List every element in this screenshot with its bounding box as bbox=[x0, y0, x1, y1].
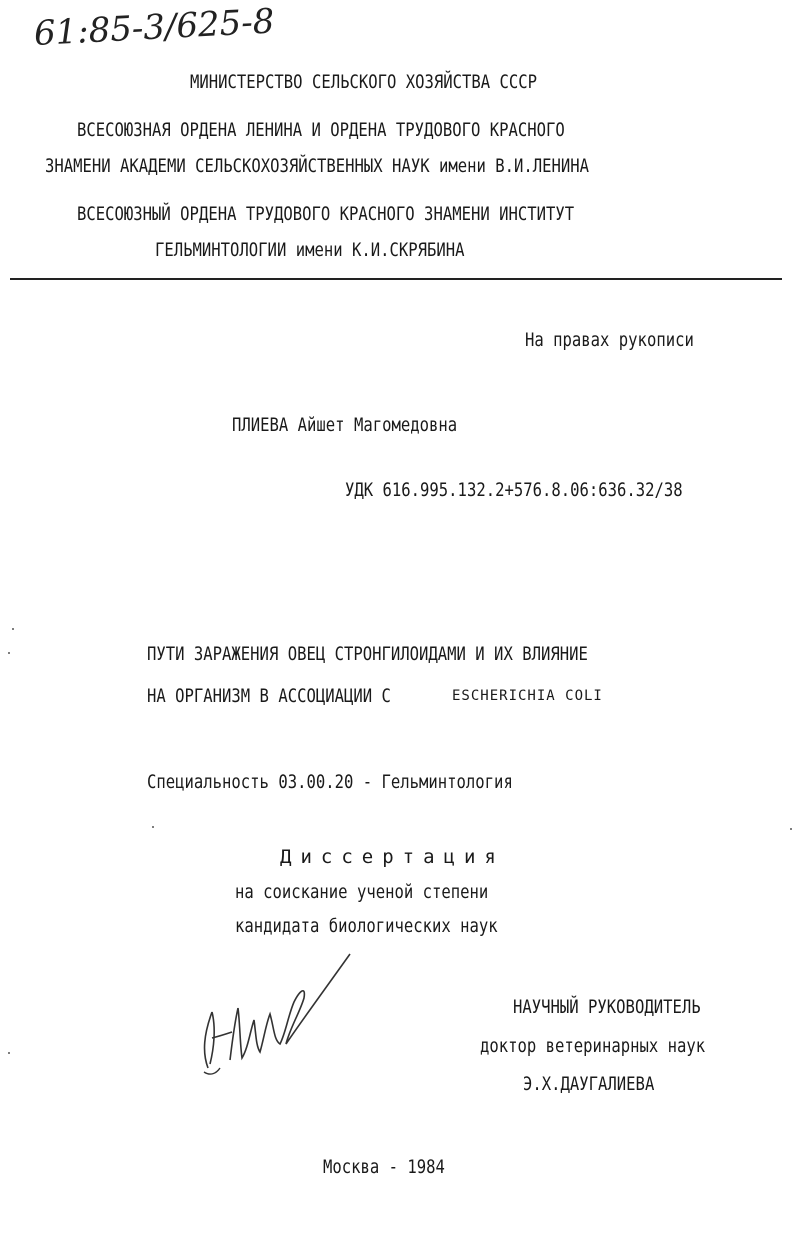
udc-code: УДК 616.995.132.2+576.8.06:636.32/38 bbox=[345, 479, 683, 501]
dissertation-word: Диссертация bbox=[280, 846, 505, 868]
supervisor-role: НАУЧНЫЙ РУКОВОДИТЕЛЬ bbox=[513, 996, 701, 1018]
scan-speck bbox=[152, 826, 154, 828]
academy-heading-line1: ВСЕСОЮЗНАЯ ОРДЕНА ЛЕНИНА И ОРДЕНА ТРУДОВОГО КРАСНОГО bbox=[77, 119, 565, 141]
author-signature bbox=[190, 940, 360, 1080]
footer-place-year: Москва - 1984 bbox=[323, 1156, 445, 1178]
specialty: Специальность 03.00.20 - Гельминтология bbox=[147, 771, 513, 793]
institute-heading-line2: ГЕЛЬМИНТОЛОГИИ имени К.И.СКРЯБИНА bbox=[155, 239, 465, 261]
scan-speck bbox=[12, 628, 14, 630]
institute-heading-line1: ВСЕСОЮЗНЫЙ ОРДЕНА ТРУДОВОГО КРАСНОГО ЗНАМЕНИ ИНСТИТУТ bbox=[77, 203, 575, 225]
author-name: ПЛИЕВА Айшет Магомедовна bbox=[232, 414, 458, 436]
scan-speck bbox=[8, 1052, 10, 1054]
dissertation-degree-line: на соискание ученой степени bbox=[235, 881, 489, 903]
academy-heading-line2: ЗНАМЕНИ АКАДЕМИ СЕЛЬСКОХОЗЯЙСТВЕННЫХ НАУК имени В.И.ЛЕНИНА bbox=[45, 155, 590, 177]
header-divider bbox=[10, 278, 782, 280]
scan-speck bbox=[8, 652, 10, 654]
dissertation-field-line: кандидата биологических наук bbox=[235, 915, 498, 937]
manuscript-note: На правах рукописи bbox=[525, 329, 694, 351]
title-latin: ESCHERICHIA COLI bbox=[452, 688, 603, 704]
title-line2-group bbox=[147, 684, 444, 708]
title-line1: ПУТИ ЗАРАЖЕНИЯ ОВЕЦ СТРОНГИЛОИДАМИ И ИХ ВЛИЯНИЕ bbox=[147, 643, 588, 665]
supervisor-degree: доктор ветеринарных наук bbox=[480, 1035, 706, 1057]
handwritten-catalog-mark: 61:85-3/625-8 bbox=[32, 1, 276, 54]
title-line2: НА ОРГАНИЗМ В АССОЦИАЦИИ С bbox=[147, 685, 391, 707]
ministry-heading: МИНИСТЕРСТВО СЕЛЬСКОГО ХОЗЯЙСТВА СССР bbox=[190, 71, 538, 93]
supervisor-name: Э.Х.ДАУГАЛИЕВА bbox=[523, 1073, 655, 1095]
scan-speck bbox=[790, 828, 792, 830]
